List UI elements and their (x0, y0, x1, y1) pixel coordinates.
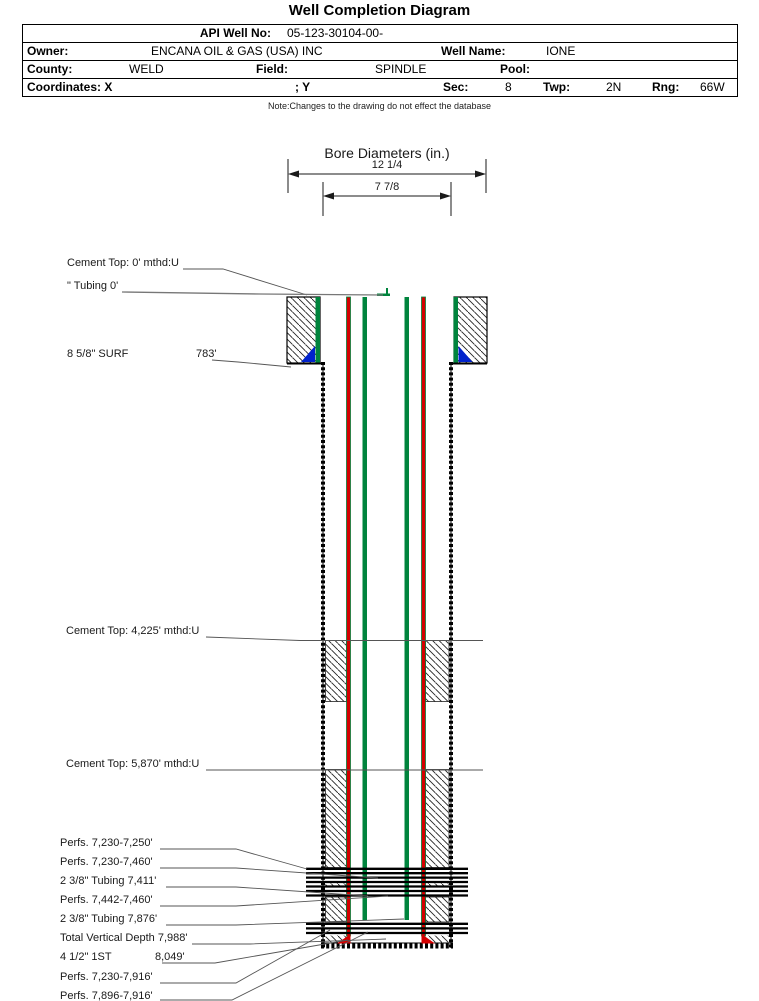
rng-label: Rng: (652, 80, 680, 94)
inner-dim-arrow-right (440, 193, 451, 200)
api-label: API Well No: (199, 26, 271, 40)
surface-casing-wall-left (316, 297, 321, 363)
annotation-surf-casing: 8 5/8" SURF (67, 348, 129, 360)
cement-midperf-right (426, 897, 450, 922)
county-label: County: (27, 62, 73, 76)
tubing-hanger-stub (386, 288, 388, 294)
cement-4225-right (426, 641, 450, 702)
leader-perfs-7230-7250 (160, 849, 307, 869)
outer-bore-diameter-label: 12 1/4 (371, 159, 403, 171)
annotation-surf-casing-depth: 783' (196, 348, 217, 360)
annotation-tubing-7411: 2 3/8" Tubing 7,411' (60, 875, 157, 887)
tubing-wall-left (363, 297, 368, 920)
surface-cement-block-left (287, 297, 320, 363)
leader-cement-top-4225 (206, 637, 483, 641)
production-casing-wall-left (347, 297, 351, 936)
cement-4225-left (326, 641, 347, 702)
annotation-perfs-7442-7460: Perfs. 7,442-7,460' (60, 894, 153, 906)
field-value: SPINDLE (375, 62, 427, 76)
annotation-perfs-7230-7460: Perfs. 7,230-7,460' (60, 856, 153, 868)
tubing-group (363, 288, 410, 920)
cement-5870-right (426, 770, 450, 868)
api-value: 05-123-30104-00- (287, 26, 384, 40)
owner-label: Owner: (27, 44, 69, 58)
sec-value: 8 (505, 80, 512, 94)
annotation-production-casing-depth: 8,049' (155, 951, 185, 963)
well-name-value: IONE (546, 44, 576, 58)
outer-dim-arrow-right (475, 171, 486, 178)
cement-midperf-left (326, 897, 347, 922)
rng-value: 66W (700, 80, 725, 94)
leader-surf-casing (212, 360, 291, 367)
annotation-perfs-7230-7250: Perfs. 7,230-7,250' (60, 837, 153, 849)
annotation-labels-group (60, 257, 216, 1001)
page-title: Well Completion Diagram (288, 2, 471, 19)
tubing-wall-right (405, 297, 410, 920)
county-value: WELD (129, 62, 164, 76)
leader-perfs-7442-7460 (160, 896, 388, 906)
pool-label: Pool: (500, 62, 530, 76)
leader-cement-top-0 (183, 269, 307, 295)
annotation-tubing-7876: 2 3/8" Tubing 7,876' (60, 913, 158, 925)
inner-dim-arrow-left (323, 193, 334, 200)
surface-cement-group (287, 297, 487, 364)
annotation-tubing-0: " Tubing 0' (67, 280, 119, 292)
production-casing-group (337, 297, 435, 944)
outer-dim-arrow-left (288, 171, 299, 178)
surface-casing-wall-right (454, 297, 459, 363)
annotation-total-depth: Total Vertical Depth 7,988' (60, 932, 188, 944)
twp-value: 2N (606, 80, 622, 94)
database-note: Note:Changes to the drawing do not effect the database (268, 101, 491, 111)
cement-stages-group (326, 641, 450, 944)
coordinates-label: Coordinates: X (27, 80, 113, 94)
cement-strip-right (426, 883, 450, 885)
bore-diameters-group (288, 145, 486, 216)
annotation-production-casing: 4 1/2" 1ST (60, 951, 112, 963)
annotation-cement-top-5870: Cement Top: 5,870' mthd:U (66, 758, 200, 770)
annotation-perfs-7230-7916: Perfs. 7,230-7,916' (60, 971, 153, 983)
bore-diameters-title: Bore Diameters (in.) (324, 145, 450, 161)
annotation-cement-top-0: Cement Top: 0' mthd:U (67, 257, 179, 269)
inner-bore-diameter-label: 7 7/8 (374, 181, 400, 193)
annotation-cement-top-4225: Cement Top: 4,225' mthd:U (66, 625, 200, 637)
sec-label: Sec: (443, 80, 469, 94)
production-casing-wall-right (422, 297, 426, 936)
well-name-label: Well Name: (441, 44, 506, 58)
annotation-perfs-7896-7916: Perfs. 7,896-7,916' (60, 990, 153, 1001)
cement-5870-left (326, 770, 347, 868)
owner-value: ENCANA OIL & GAS (USA) INC (151, 44, 323, 58)
leader-tubing-0 (122, 292, 383, 295)
cement-strip-left (326, 883, 347, 885)
twp-label: Twp: (543, 80, 571, 94)
field-label: Field: (256, 62, 288, 76)
coordinates-y-label: ; Y (295, 80, 311, 94)
